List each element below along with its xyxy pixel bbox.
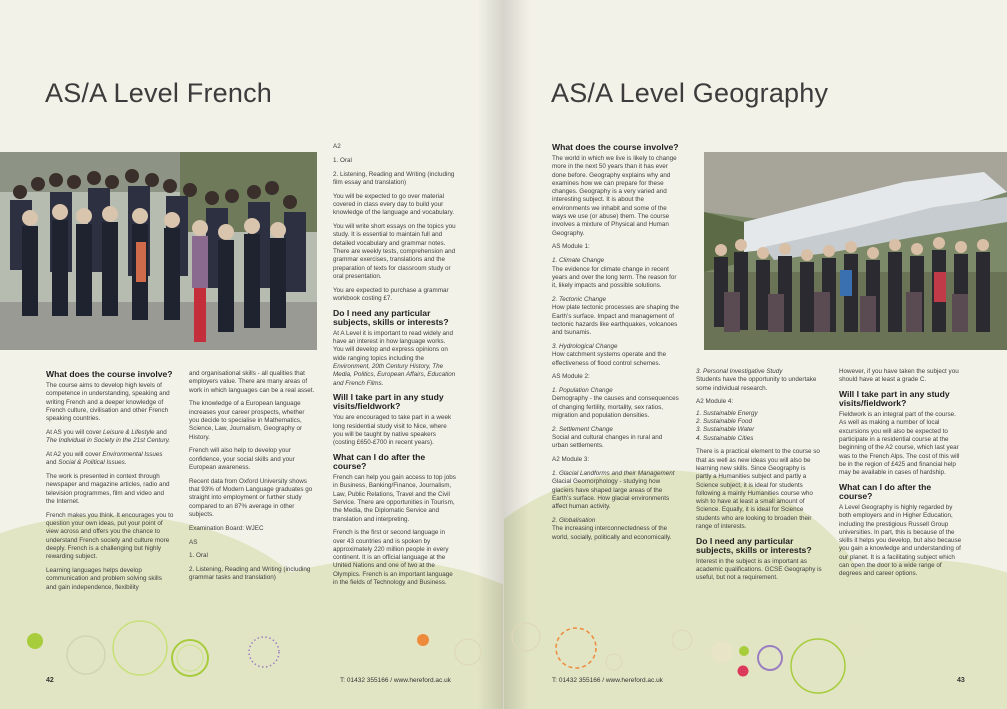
paragraph: A Level Geography is highly regarded by both employers and in Higher Education, including the prestigious Russell Group universities. In part, this is because of the skills it helps you develop, but also because you gain a knowledge and understanding of our planet. It is a facilitating subject which can open the door to a wide range of degrees and career options. <box>839 503 962 578</box>
right-page <box>504 0 1007 709</box>
circle-dot <box>711 641 733 663</box>
page-number: 43 <box>957 677 965 684</box>
circle-dot <box>27 633 43 649</box>
circle-dot <box>738 666 749 677</box>
topic-title: 1. Population Change <box>552 387 613 395</box>
module-label: AS Module 1: <box>552 243 590 251</box>
text: and <box>46 459 59 467</box>
text: Social & Political Issues. <box>58 459 127 467</box>
paragraph: Demography - the causes and consequences of changing fertility, mortality, sex ratios, migration and population densities. <box>552 395 679 420</box>
module-item: 1. Sustainable Energy <box>696 409 758 417</box>
paragraph: The course aims to develop high levels of competence in understanding, speaking and writing French and a deeper knowledge of French culture, civilisation and other French speaking countries. <box>46 382 170 423</box>
paragraph: A2 <box>333 143 341 150</box>
circle-ring <box>512 623 540 651</box>
topic-title: 2. Tectonic Change <box>552 295 607 303</box>
decorative-circles <box>504 0 1007 709</box>
section-heading: What does the course involve? <box>46 369 173 379</box>
paragraph: AS <box>189 538 198 546</box>
paragraph: Social and cultural changes in rural and urban settlements. <box>552 434 663 450</box>
page-title: AS/A Level Geography <box>551 78 829 108</box>
paragraph: Learning languages helps develop communication and problem solving skills and gain independence, flexibility <box>46 567 162 591</box>
topic-title: 1. Glacial Landforms and their Management <box>552 470 675 477</box>
footer-contact: T: 01432 355166 / www.hereford.ac.uk <box>340 677 451 684</box>
section-heading: Do I need any particular subjects, skills or interests? <box>333 307 449 327</box>
paragraph: Examination Board: WJEC <box>189 524 264 532</box>
footer-contact: T: 01432 355166 / www.hereford.ac.uk <box>552 677 663 684</box>
circle-dot <box>417 634 429 646</box>
text: At A2 you will cover <box>46 451 103 459</box>
paragraph: However, if you have taken the subject you should have at least a grade C. <box>839 368 959 384</box>
topic-title: 2. Settlement Change <box>552 425 613 433</box>
paragraph: You are encouraged to take part in a week long residential study visit to Nice, where you will be taught by native speakers (costing £650-£700 in recent years). <box>333 414 452 447</box>
circle-ring <box>113 621 167 675</box>
paragraph: French is the first or second language in over 43 countries and is spoken by approximately 220 million people in every continent. It is an official language at the United Nations and one of two at the Olympics. French is an important language in the fields of Technology and Business. <box>333 529 453 587</box>
paragraph: The increasing interconnectedness of the world, socially, politically and economically. <box>552 525 672 541</box>
section-heading: What can I do after the course? <box>333 452 426 472</box>
paragraph: Students have the opportunity to undertake some individual research. <box>696 376 817 392</box>
text: Environmental Issues <box>102 451 163 459</box>
paragraph: 1. Oral <box>189 552 208 560</box>
paragraph: French makes you think. It encourages you to question your own ideas, put your point of view across and offers you the chance to understand French society and culture more deeply. French is a challenging but highly rewarding subject. <box>46 511 174 561</box>
paragraph: 2. Listening, Reading and Writing (including film essay and translation) <box>333 170 455 186</box>
paragraph: Glacial Geomorphology - studying how glaciers have shaped large areas of the Earth’s surface. How glacial environments affect human activity. <box>552 478 670 511</box>
circle-ring <box>455 639 481 665</box>
module-item: 3. Sustainable Water <box>696 426 755 434</box>
page-number: 42 <box>46 677 54 684</box>
section-heading: Will I take part in any study visits/fieldwork? <box>839 389 950 409</box>
circle-dotted <box>249 637 279 667</box>
text: and <box>154 428 167 436</box>
text: Leisure & Lifestyle <box>103 428 155 436</box>
paragraph: The evidence for climate change in recent years and over the long term. The reason for it, likely impacts and possible solutions. <box>552 265 677 290</box>
text: Environment, 20th Century History, The Media, Politics, European Affairs, Education and French Films. <box>333 362 456 387</box>
section-heading: What does the course involve? <box>552 142 679 152</box>
circle-ring <box>177 645 203 671</box>
paragraph: 2. Listening, Reading and Writing (including grammar tasks and translation) <box>189 566 311 582</box>
section-heading: What can I do after the course? <box>839 481 932 501</box>
module-item: 4. Sustainable Cities <box>696 434 754 442</box>
module-label: A2 Module 4: <box>696 398 734 406</box>
circle-ring <box>847 631 865 649</box>
paragraph: You are expected to purchase a grammar workbook costing £7. <box>333 286 449 302</box>
page-title: AS/A Level French <box>45 78 273 108</box>
circle-ring <box>67 636 105 674</box>
section-heading: Do I need any particular subjects, skills or interests? <box>696 535 812 555</box>
text: At AS you will cover <box>46 428 104 436</box>
paragraph: How plate tectonic processes are shaping the Earth’s surface. Impact and management of tectonic hazards like earthquakes, volcanoes and tsunamis. <box>552 304 680 337</box>
paragraph: 1. Oral <box>333 156 352 164</box>
paragraph: Interest in the subject is as important as academic qualifications. GCSE Geography is useful, but not a requirement. <box>696 557 822 582</box>
module-label: AS Module 2: <box>552 373 590 381</box>
text: The Individual in Society in the 21st Century. <box>46 437 171 445</box>
circle-dashed <box>556 628 596 668</box>
module-label: A2 Module 3: <box>552 456 590 464</box>
left-page <box>0 0 503 709</box>
circle-ring <box>672 630 692 650</box>
paragraph: The knowledge of a European language increases your career prospects, whether you decide to specialise in Mathematics, Science, Law, Journalism, Geography or History. <box>189 400 305 441</box>
paragraph: How catchment systems operate and the effectiveness of flood control schemes. <box>552 351 667 367</box>
paragraph: French can help you gain access to top jobs in Business, Banking/Finance, Journalism, Law, Public Relations, Travel and the Civil Service. There are opportunities in Tourism, the Media, the Diplomatic Service and translation and interpreting. <box>333 474 456 523</box>
paragraph: There is a practical element to the course so that as well as new ideas you will also be learning new skills. Since Geography is partly a Humanities subject and partly a Science subject, it is ideal for students following a mainly Humanities course who wish to have at least a small amount of Science. Equally, it is ideal for Science students who are looking to broaden their range of interests. <box>696 448 820 531</box>
section-heading: Will I take part in any study visits/fieldwork? <box>333 392 444 412</box>
topic-title: 2. Globalisation <box>552 516 596 524</box>
circle-ring <box>758 646 782 670</box>
circle-dot <box>739 646 749 656</box>
paragraph: French will also help to develop your confidence, your social skills and your European awareness. <box>189 447 295 471</box>
topic-title: 1. Climate Change <box>552 257 605 265</box>
paragraph: The work is presented in context through newspaper and magazine articles, radio and television programmes, film and video and the Internet. <box>46 473 170 506</box>
topic-title: 3. Personal Investigative Study <box>696 368 783 375</box>
circle-ring <box>606 654 622 670</box>
paragraph: The world in which we live is likely to change more in the next 50 years than it has ever done before. Geography explains why and examines how we can prepare for these changes. Geography is a very varied and interesting subject. It is about the environments we inhabit and some of the ways we use (or abuse) them. The course involves a mixture of Physical and Human Geography. <box>552 155 677 237</box>
text: At A Level it is important to read widely and have an interest in how language works. You will develop and express opinions on wide ranging topics including the <box>333 329 454 362</box>
paragraph: You will write short essays on the topics you study. It is essential to maintain full and detailed vocabulary and grammar notes. There are weekly tests, comprehension and grammar exercises, translations and the preparation of texts for classroom study or oral presentation. <box>333 223 456 280</box>
paragraph: Recent data from Oxford University shows that 93% of Modern Language graduates go straight into employment or further study compared to an 87% average in other subjects. <box>189 477 313 518</box>
topic-title: 3. Hydrological Change <box>552 342 618 350</box>
paragraph: Fieldwork is an integral part of the course. As well as making a number of local excursions you will also be expected to participate in a residential course at the beginning of the A2 course, which last year was to the French Alps. The cost of this will be in the region of £425 and financial help may be available in cases of hardship. <box>839 411 960 477</box>
module-item: 2. Sustainable Food <box>696 417 753 425</box>
decorative-circles <box>0 0 503 709</box>
paragraph: You will be expected to go over material covered in class every day to build your knowledge of the language and vocabulary. <box>333 192 455 217</box>
paragraph: and organisational skills - all qualities that employers value. There are many areas of work in which languages can be a real asset. <box>189 370 315 394</box>
circle-ring <box>791 639 845 693</box>
